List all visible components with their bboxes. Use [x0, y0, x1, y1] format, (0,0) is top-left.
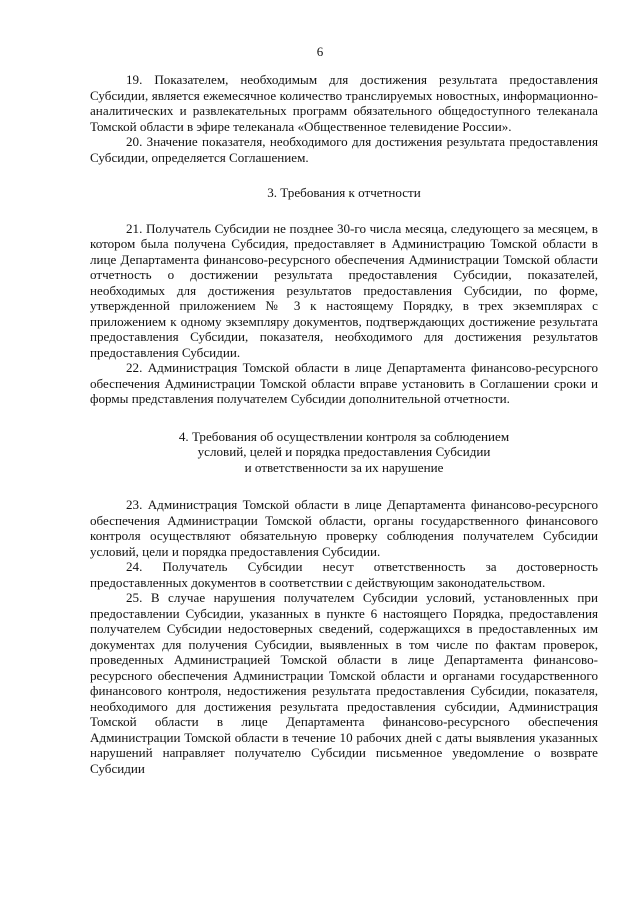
paragraph-24: 24. Получатель Субсидии несут ответственность за достоверность предоставленных документов в соответствии с действующим законодательством. [90, 559, 598, 590]
document-body [90, 72, 598, 776]
paragraph-19: 19. Показателем, необходимым для достижения результата предоставления Субсидии, является ежемесячное количество транслируемых новостных, информационно-аналитических и развлекательных программ обязательного общедоступного телеканала Томской области в эфире телеканала «Общественное телевидение России». [90, 72, 598, 134]
paragraph-20: 20. Значение показателя, необходимого для достижения результата предоставления Субсидии, определяется Соглашением. [90, 134, 598, 165]
page-number: 6 [316, 44, 324, 59]
section-3-heading: 3. Требования к отчетности [267, 185, 421, 200]
paragraph-23: 23. Администрация Томской области в лице Департамента финансово-ресурсного обеспечения Администрации Томской области, органы государственного финансового контроля осуществляют обязательную проверку соблюдения получателем Субсидии условий, цели и порядка предоставления Субсидии. [90, 497, 598, 559]
paragraph-25: 25. В случае нарушения получателем Субсидии условий, установленных при предоставлении Субсидии, указанных в пункте 6 настоящего Порядка, предоставления получателем Субсидии недостоверных сведений, содержащихся в предоставленных им документах для получения Субсидии, выявленных в том числе по фактам проверок, проведенных Администрацией Томской области в лице Департамента финансово-ресурсного обеспечения Администрации Томской области и органами государственного финансового контроля, недостижения результата предоставления Субсидии, показателя, необходимого для достижения результата предоставления субсидии, Администрация Томской области в лице Департамента финансово-ресурсного обеспечения Администрации Томской области в течение 10 рабочих дней с даты выявления указанных нарушений направляет получателю Субсидии письменное уведомление о возврате Субсидии [90, 590, 598, 776]
section-4-heading-line-1: 4. Требования об осуществлении контроля за соблюдением [178, 428, 510, 444]
section-4-heading-line-3: и ответственности за их нарушение [244, 459, 444, 475]
paragraph-21: 21. Получатель Субсидии не позднее 30-го числа месяца, следующего за месяцем, в котором была получена Субсидия, предоставляет в Администрацию Томской области в лице Департамента финансово-ресурсного обеспечения Администрации Томской области отчетность о достижении результата предоставления Субсидии, показателей, необходимых для достижения результатов предоставления Субсидии, по форме, утвержденной приложением № 3 к настоящему Порядку, в трех экземплярах с приложением к одному экземпляру документов, подтверждающих достижение результата предоставления Субсидии, показателя, необходимого для достижения результатов предоставления Субсидии. [90, 220, 598, 360]
paragraph-22: 22. Администрация Томской области в лице Департамента финансово-ресурсного обеспечения Администрации Томской области вправе установить в Соглашении сроки и формы представления получателем Субсидии дополнительной отчетности. [90, 360, 598, 406]
section-4-heading-line-2: условий, целей и порядка предоставления Субсидии [197, 444, 491, 459]
section-4-heading [90, 429, 598, 476]
